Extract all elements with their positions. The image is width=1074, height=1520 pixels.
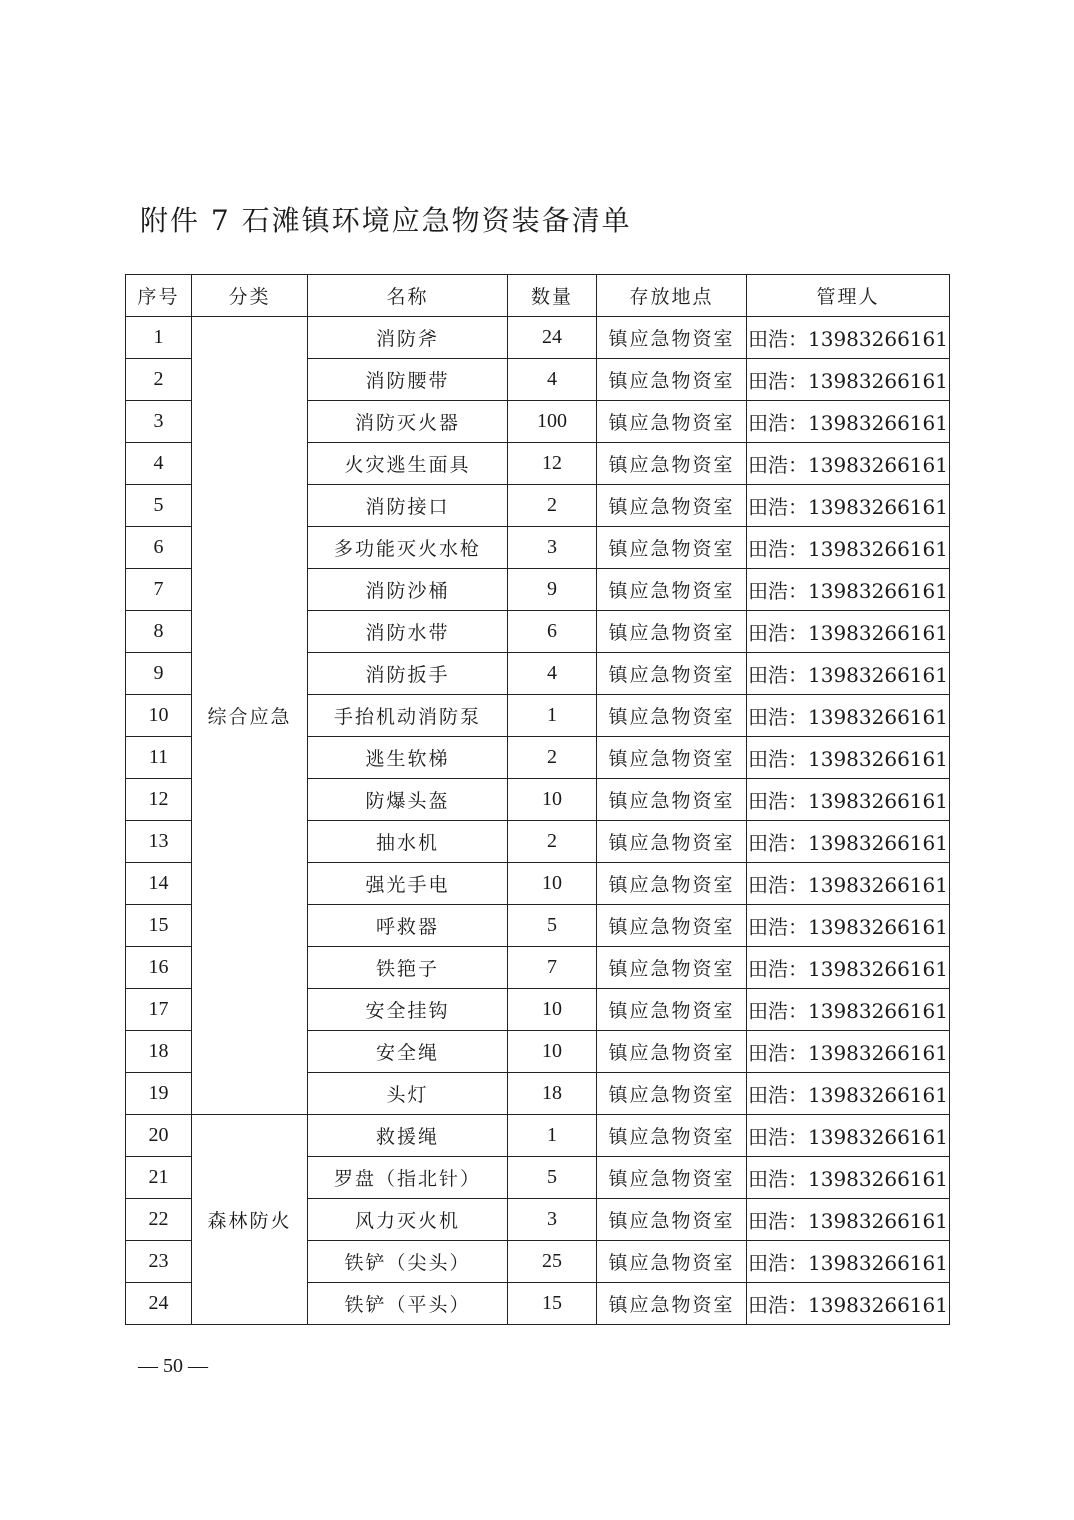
storage-location: 镇应急物资室 — [597, 485, 747, 527]
item-quantity: 3 — [508, 1199, 597, 1241]
row-serial: 22 — [126, 1199, 192, 1241]
manager-contact: 田浩：13983266161 — [747, 317, 950, 359]
row-serial: 21 — [126, 1157, 192, 1199]
manager-contact: 田浩：13983266161 — [747, 1073, 950, 1115]
item-name: 铁铲（平头） — [308, 1283, 508, 1325]
row-serial: 20 — [126, 1115, 192, 1157]
header-quantity: 数量 — [508, 275, 597, 317]
table-body — [126, 317, 950, 1325]
item-name: 多功能灭火水枪 — [308, 527, 508, 569]
item-name: 呼救器 — [308, 905, 508, 947]
row-serial: 24 — [126, 1283, 192, 1325]
item-quantity: 15 — [508, 1283, 597, 1325]
manager-contact: 田浩：13983266161 — [747, 527, 950, 569]
item-name: 手抬机动消防泵 — [308, 695, 508, 737]
storage-location: 镇应急物资室 — [597, 1073, 747, 1115]
storage-location: 镇应急物资室 — [597, 737, 747, 779]
item-quantity: 10 — [508, 779, 597, 821]
manager-contact: 田浩：13983266161 — [747, 653, 950, 695]
row-serial: 19 — [126, 1073, 192, 1115]
item-quantity: 2 — [508, 737, 597, 779]
manager-contact: 田浩：13983266161 — [747, 1115, 950, 1157]
item-quantity: 10 — [508, 989, 597, 1031]
storage-location: 镇应急物资室 — [597, 1241, 747, 1283]
category-cell: 森林防火 — [192, 1115, 308, 1325]
header-name: 名称 — [308, 275, 508, 317]
manager-contact: 田浩：13983266161 — [747, 1157, 950, 1199]
manager-contact: 田浩：13983266161 — [747, 863, 950, 905]
item-name: 安全挂钩 — [308, 989, 508, 1031]
item-name: 消防水带 — [308, 611, 508, 653]
item-quantity: 100 — [508, 401, 597, 443]
row-serial: 8 — [126, 611, 192, 653]
row-serial: 4 — [126, 443, 192, 485]
item-name: 逃生软梯 — [308, 737, 508, 779]
item-quantity: 5 — [508, 1157, 597, 1199]
item-quantity: 10 — [508, 1031, 597, 1073]
storage-location: 镇应急物资室 — [597, 905, 747, 947]
header-manager: 管理人 — [747, 275, 950, 317]
row-serial: 15 — [126, 905, 192, 947]
row-serial: 10 — [126, 695, 192, 737]
item-name: 罗盘（指北针） — [308, 1157, 508, 1199]
storage-location: 镇应急物资室 — [597, 653, 747, 695]
row-serial: 17 — [126, 989, 192, 1031]
item-quantity: 1 — [508, 1115, 597, 1157]
row-serial: 11 — [126, 737, 192, 779]
storage-location: 镇应急物资室 — [597, 821, 747, 863]
storage-location: 镇应急物资室 — [597, 317, 747, 359]
storage-location: 镇应急物资室 — [597, 443, 747, 485]
row-serial: 3 — [126, 401, 192, 443]
storage-location: 镇应急物资室 — [597, 779, 747, 821]
item-quantity: 9 — [508, 569, 597, 611]
item-name: 强光手电 — [308, 863, 508, 905]
item-quantity: 7 — [508, 947, 597, 989]
item-quantity: 3 — [508, 527, 597, 569]
manager-contact: 田浩：13983266161 — [747, 821, 950, 863]
manager-contact: 田浩：13983266161 — [747, 1241, 950, 1283]
item-name: 消防斧 — [308, 317, 508, 359]
table-row — [126, 317, 950, 359]
manager-contact: 田浩：13983266161 — [747, 443, 950, 485]
item-name: 防爆头盔 — [308, 779, 508, 821]
item-name: 消防沙桶 — [308, 569, 508, 611]
manager-contact: 田浩：13983266161 — [747, 947, 950, 989]
manager-contact: 田浩：13983266161 — [747, 737, 950, 779]
storage-location: 镇应急物资室 — [597, 695, 747, 737]
storage-location: 镇应急物资室 — [597, 1157, 747, 1199]
row-serial: 12 — [126, 779, 192, 821]
manager-contact: 田浩：13983266161 — [747, 695, 950, 737]
item-name: 消防灭火器 — [308, 401, 508, 443]
manager-contact: 田浩：13983266161 — [747, 1199, 950, 1241]
storage-location: 镇应急物资室 — [597, 569, 747, 611]
row-serial: 16 — [126, 947, 192, 989]
document-title: 附件 7 石滩镇环境应急物资装备清单 — [140, 204, 632, 237]
item-name: 火灾逃生面具 — [308, 443, 508, 485]
header-serial: 序号 — [126, 275, 192, 317]
storage-location: 镇应急物资室 — [597, 611, 747, 653]
row-serial: 1 — [126, 317, 192, 359]
item-name: 救援绳 — [308, 1115, 508, 1157]
storage-location: 镇应急物资室 — [597, 1283, 747, 1325]
item-name: 消防扳手 — [308, 653, 508, 695]
item-name: 抽水机 — [308, 821, 508, 863]
item-name: 消防接口 — [308, 485, 508, 527]
row-serial: 5 — [126, 485, 192, 527]
storage-location: 镇应急物资室 — [597, 1199, 747, 1241]
manager-contact: 田浩：13983266161 — [747, 401, 950, 443]
manager-contact: 田浩：13983266161 — [747, 1283, 950, 1325]
item-quantity: 10 — [508, 863, 597, 905]
item-quantity: 24 — [508, 317, 597, 359]
table-header-row — [126, 275, 950, 317]
storage-location: 镇应急物资室 — [597, 401, 747, 443]
manager-contact: 田浩：13983266161 — [747, 485, 950, 527]
row-serial: 23 — [126, 1241, 192, 1283]
item-name: 风力灭火机 — [308, 1199, 508, 1241]
row-serial: 14 — [126, 863, 192, 905]
item-name: 安全绳 — [308, 1031, 508, 1073]
row-serial: 6 — [126, 527, 192, 569]
item-name: 消防腰带 — [308, 359, 508, 401]
storage-location: 镇应急物资室 — [597, 1031, 747, 1073]
item-quantity: 18 — [508, 1073, 597, 1115]
row-serial: 13 — [126, 821, 192, 863]
manager-contact: 田浩：13983266161 — [747, 1031, 950, 1073]
manager-contact: 田浩：13983266161 — [747, 989, 950, 1031]
item-quantity: 6 — [508, 611, 597, 653]
item-name: 铁铲（尖头） — [308, 1241, 508, 1283]
item-quantity: 4 — [508, 653, 597, 695]
row-serial: 18 — [126, 1031, 192, 1073]
item-quantity: 12 — [508, 443, 597, 485]
item-quantity: 1 — [508, 695, 597, 737]
storage-location: 镇应急物资室 — [597, 359, 747, 401]
storage-location: 镇应急物资室 — [597, 947, 747, 989]
header-location: 存放地点 — [597, 275, 747, 317]
row-serial: 2 — [126, 359, 192, 401]
header-category: 分类 — [192, 275, 308, 317]
storage-location: 镇应急物资室 — [597, 1115, 747, 1157]
page-number: — 50 — — [138, 1355, 208, 1377]
storage-location: 镇应急物资室 — [597, 863, 747, 905]
item-quantity: 2 — [508, 485, 597, 527]
row-serial: 7 — [126, 569, 192, 611]
row-serial: 9 — [126, 653, 192, 695]
item-quantity: 2 — [508, 821, 597, 863]
manager-contact: 田浩：13983266161 — [747, 359, 950, 401]
manager-contact: 田浩：13983266161 — [747, 779, 950, 821]
table-row — [126, 1115, 950, 1157]
storage-location: 镇应急物资室 — [597, 527, 747, 569]
manager-contact: 田浩：13983266161 — [747, 611, 950, 653]
manager-contact: 田浩：13983266161 — [747, 569, 950, 611]
item-quantity: 4 — [508, 359, 597, 401]
item-name: 头灯 — [308, 1073, 508, 1115]
manager-contact: 田浩：13983266161 — [747, 905, 950, 947]
item-quantity: 5 — [508, 905, 597, 947]
inventory-table — [125, 274, 950, 1325]
item-quantity: 25 — [508, 1241, 597, 1283]
storage-location: 镇应急物资室 — [597, 989, 747, 1031]
item-name: 铁筢子 — [308, 947, 508, 989]
category-cell: 综合应急 — [192, 317, 308, 1115]
